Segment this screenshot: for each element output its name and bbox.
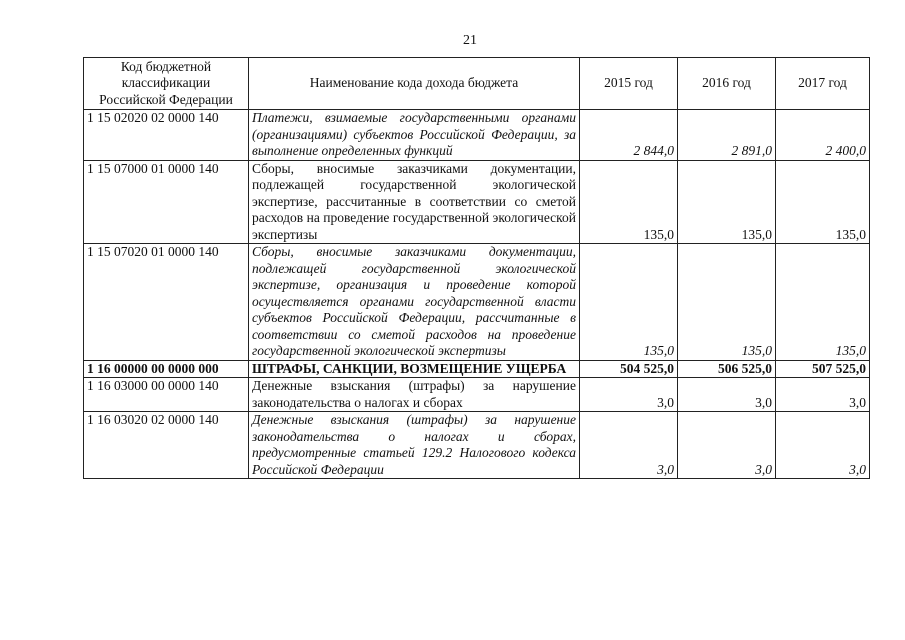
row-name: Платежи, взимаемые государственными органами (организациями) субъектов Российской Федерации, за выполнение определенных функций: [249, 110, 580, 161]
row-value-2016: 135,0: [678, 244, 776, 361]
table-row: [84, 110, 870, 161]
row-name: Сборы, вносимые заказчиками документации, подлежащей государственной экологической экспертизе, рассчитанные в соответствии со сметой расходов на проведение государственной экологической экспертизы: [249, 160, 580, 244]
row-value-2015: 135,0: [580, 244, 678, 361]
table-row: [84, 378, 870, 412]
row-code: 1 15 07000 01 0000 140: [84, 160, 249, 244]
table-row: [84, 244, 870, 361]
row-value-2017: 3,0: [776, 378, 870, 412]
row-value-2017: 135,0: [776, 244, 870, 361]
row-name: Денежные взыскания (штрафы) за нарушение законодательства о налогах и сборах, предусмотренные статьей 129.2 Налогового кодекса Российской Федерации: [249, 412, 580, 479]
header-2016: 2016 год: [678, 58, 776, 110]
row-value-2015: 2 844,0: [580, 110, 678, 161]
header-name: Наименование кода дохода бюджета: [249, 58, 580, 110]
header-2017: 2017 год: [776, 58, 870, 110]
row-value-2016: 2 891,0: [678, 110, 776, 161]
row-value-2015: 504 525,0: [580, 360, 678, 378]
table-row: [84, 160, 870, 244]
row-name: ШТРАФЫ, САНКЦИИ, ВОЗМЕЩЕНИЕ УЩЕРБА: [249, 360, 580, 378]
row-value-2016: 506 525,0: [678, 360, 776, 378]
row-value-2016: 135,0: [678, 160, 776, 244]
row-value-2015: 3,0: [580, 378, 678, 412]
row-value-2017: 2 400,0: [776, 110, 870, 161]
row-name: Денежные взыскания (штрафы) за нарушение законодательства о налогах и сборах: [249, 378, 580, 412]
header-2015: 2015 год: [580, 58, 678, 110]
budget-revenue-table: [83, 57, 870, 479]
row-code: 1 15 07020 01 0000 140: [84, 244, 249, 361]
row-value-2017: 3,0: [776, 412, 870, 479]
row-code: 1 16 03020 02 0000 140: [84, 412, 249, 479]
table-row: [84, 360, 870, 378]
row-value-2016: 3,0: [678, 412, 776, 479]
row-code: 1 15 02020 02 0000 140: [84, 110, 249, 161]
table-header-row: [84, 58, 870, 110]
table-row: [84, 412, 870, 479]
row-value-2015: 3,0: [580, 412, 678, 479]
row-code: 1 16 00000 00 0000 000: [84, 360, 249, 378]
row-name: Сборы, вносимые заказчиками документации, подлежащей государственной экологической экспертизе, организация и проведение которой осуществляется органами государственной власти субъектов Российской Федерации, рассчитанные в соответствии со сметой расходов на проведение государственной экологической экспертизы: [249, 244, 580, 361]
row-value-2017: 135,0: [776, 160, 870, 244]
row-value-2016: 3,0: [678, 378, 776, 412]
row-code: 1 16 03000 00 0000 140: [84, 378, 249, 412]
page-number: 21: [463, 33, 477, 48]
row-value-2017: 507 525,0: [776, 360, 870, 378]
header-code: Код бюджетной классификации Российской Федерации: [84, 58, 249, 110]
row-value-2015: 135,0: [580, 160, 678, 244]
